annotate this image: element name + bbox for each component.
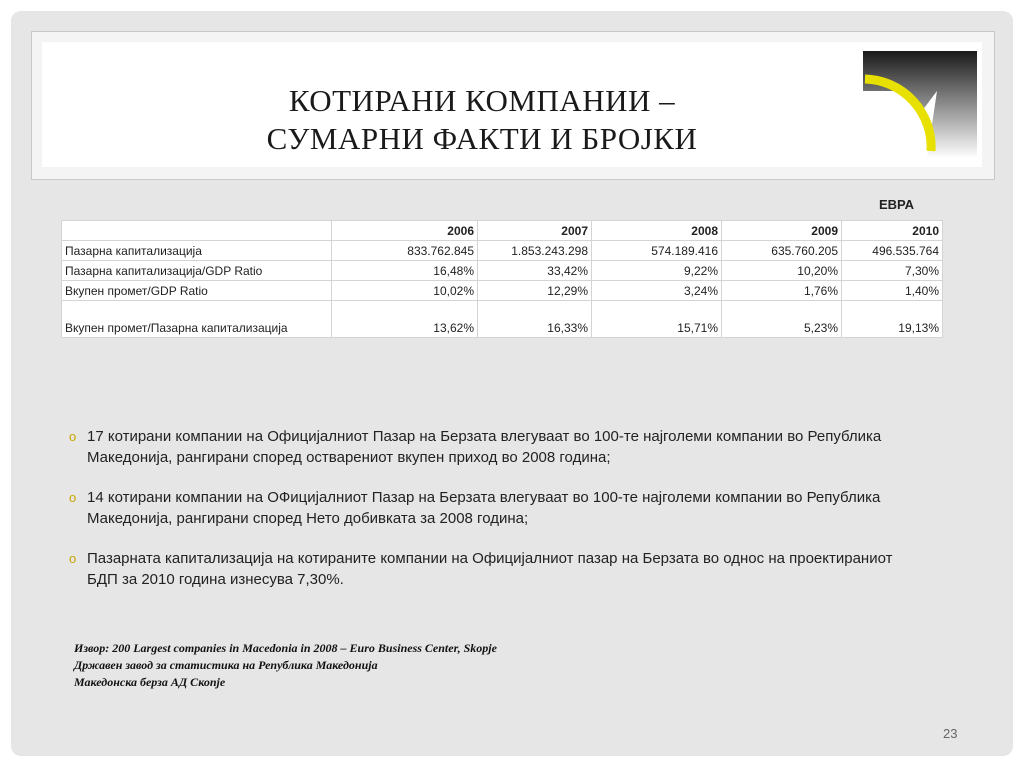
bullet-text: 14 котирани компании на ОФицијалниот Пазар на Берзата влегуваат во 100-те најголеми компании во Република Македонија, рангирани според Нето добивката за 2008 година;	[87, 489, 881, 527]
bullet-marker: o	[69, 490, 77, 505]
sources-note	[74, 640, 497, 691]
table-header-cell: 2010	[842, 221, 943, 241]
table-cell: 1,76%	[722, 281, 842, 301]
table-cell: 574.189.416	[592, 241, 722, 261]
table-cell: 19,13%	[842, 301, 943, 338]
title-line-1: КОТИРАНИ КОМПАНИИ –	[288, 83, 676, 118]
bullet-text: 17 котирани компании на Официјалниот Пазар на Берзата влегуваат во 100-те најголеми компании во Република Македонија, рангирани според остварениот вкупен приход во 2008 година;	[87, 428, 882, 466]
table-cell: 10,20%	[722, 261, 842, 281]
table-cell: 13,62%	[332, 301, 478, 338]
bullet-item	[69, 548, 909, 590]
table-header-cell	[62, 221, 332, 241]
title-frame	[31, 31, 995, 180]
table-cell: 15,71%	[592, 301, 722, 338]
market-data-table	[61, 220, 943, 338]
bullet-list	[69, 426, 909, 609]
bullet-text: Пазарната капитализација на котираните компании на Официјалниот пазар на Берзата во однос на проектираниот БДП за 2010 година изнесува 7,30%.	[87, 550, 893, 588]
title-line-2: СУМАРНИ ФАКТИ И БРОЈКИ	[266, 121, 698, 156]
table-cell: 5,23%	[722, 301, 842, 338]
row-label: Пазарна капитализација/GDP Ratio	[62, 261, 332, 281]
title-box	[42, 42, 982, 167]
row-label: Вкупен промет/GDP Ratio	[62, 281, 332, 301]
row-label: Пазарна капитализација	[62, 241, 332, 261]
table-cell: 1,40%	[842, 281, 943, 301]
bullet-marker: o	[69, 551, 77, 566]
table-cell: 7,30%	[842, 261, 943, 281]
currency-label: ЕВРА	[879, 197, 914, 212]
table-row	[62, 281, 943, 301]
row-label: Вкупен промет/Пазарна капитализација	[62, 301, 332, 338]
table-cell: 16,48%	[332, 261, 478, 281]
table-cell: 1.853.243.298	[478, 241, 592, 261]
table-header-cell: 2009	[722, 221, 842, 241]
bullet-marker: o	[69, 429, 77, 444]
table-cell: 3,24%	[592, 281, 722, 301]
table-cell: 635.760.205	[722, 241, 842, 261]
table-header-cell: 2008	[592, 221, 722, 241]
source-line: Македонска берза АД Скопје	[74, 675, 226, 689]
page-number: 23	[943, 726, 958, 741]
table-cell: 496.535.764	[842, 241, 943, 261]
logo-icon	[863, 51, 977, 158]
table-cell: 10,02%	[332, 281, 478, 301]
table-header-row	[62, 221, 943, 241]
table-cell: 33,42%	[478, 261, 592, 281]
table-cell: 16,33%	[478, 301, 592, 338]
bullet-item	[69, 426, 909, 468]
bullet-item	[69, 487, 909, 529]
source-line: Извор: 200 Largest companies in Macedonia in 2008 – Euro Business Center, Skopje	[74, 641, 497, 655]
table-row	[62, 261, 943, 281]
table-cell: 833.762.845	[332, 241, 478, 261]
source-line: Државен завод за статистика на Република Македонија	[74, 658, 378, 672]
table-header-cell: 2006	[332, 221, 478, 241]
table-row	[62, 301, 943, 338]
table-cell: 9,22%	[592, 261, 722, 281]
slide	[11, 11, 1013, 756]
table-row	[62, 241, 943, 261]
slide-title	[222, 82, 742, 158]
table-header-cell: 2007	[478, 221, 592, 241]
table-cell: 12,29%	[478, 281, 592, 301]
